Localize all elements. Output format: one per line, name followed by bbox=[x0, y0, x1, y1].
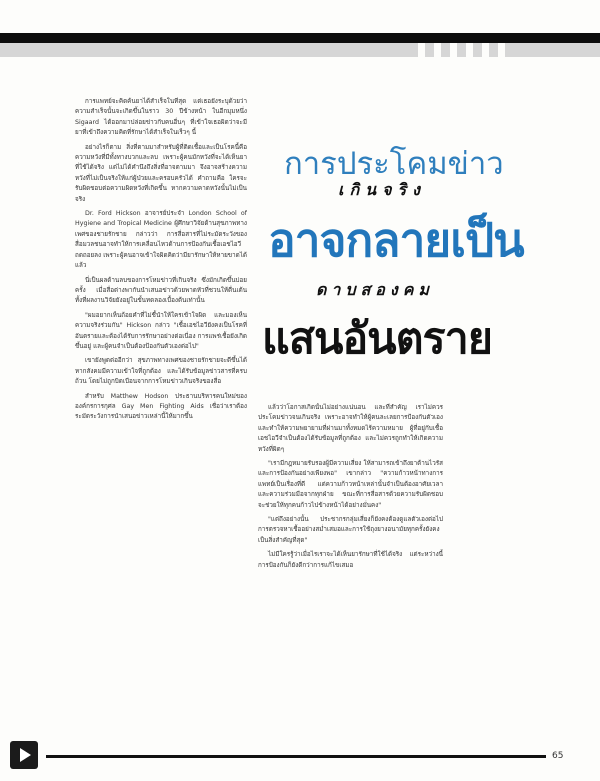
paragraph: "ผมอยากเห็นถ้อยคำที่ไม่ชี้นำให้ใครเข้าใจผิด และมองเห็นความจริงร่วมกัน" Hickson กล่าว "เชื้อเอชไอวียังคงเป็นโรคที่อันตรายและต้องได้รับการรักษาอย่างต่อเนื่อง การแพร่เชื้อยังเกิดขึ้นอยู่ และผู้คนจำเป็นต้องป้องกันตัวเองต่อไป" bbox=[75, 311, 247, 350]
paragraph: สำหรับ Matthew Hodson ประธานบริหารคนใหม่ขององค์กรการกุศล Gay Men Fighting Aids เชื่อว่าเราต้องระมัดระวังการนำเสนอข่าวเหล่านี้ให้มากขึ้น bbox=[75, 392, 247, 421]
header-stripe bbox=[434, 43, 441, 57]
header-stripe bbox=[450, 43, 457, 57]
page-number: 65 bbox=[552, 751, 564, 761]
article-right-column bbox=[258, 403, 443, 725]
headline-line-4: ดาบสองคม bbox=[316, 280, 434, 299]
paragraph: ไม่มีใครรู้ว่าเมื่อไรเราจะได้เห็นยารักษาที่ใช้ได้จริง แต่ระหว่างนี้ การป้องกันก็ยังดีกว่าการแก้ไขเสมอ bbox=[258, 551, 443, 569]
footer-rule bbox=[46, 755, 546, 758]
paragraph: นี่เป็นผลด้านลบของการโหมข่าวที่เกินจริง ซึ่งมักเกิดขึ้นบ่อยครั้ง เมื่อสื่อต่างพากันนำเสนอข่าวด้วยพาดหัวที่ชวนให้ตื่นเต้น ทั้งที่ผลงานวิจัยยังอยู่ในขั้นทดลองเบื้องต้นเท่านั้น bbox=[75, 276, 247, 305]
play-icon[interactable] bbox=[10, 741, 38, 769]
paragraph: การแพทย์จะคิดค้นยาได้สำเร็จในที่สุด แต่เธอยังระบุด้วยว่าความสำเร็จนั้นจะเกิดขึ้นในราว 30 ปีข้างหน้า ในอีกมุมหนึ่ง Sigaard ได้ออกมาปล่อยข่าวกับคนอื่นๆ ที่เข้าใจเธอผิดว่าจะมียาที่เข้าถึงความคิดที่รักษาได้สำเร็จในเร็วๆ นี้ bbox=[75, 98, 247, 137]
headline-line-3: อาจกลายเป็น bbox=[268, 213, 524, 267]
paragraph: อย่างไรก็ตาม สิ่งที่ตามมาสำหรับผู้ที่ติดเชื้อและเป็นโรคนี้คือความหวังที่มีทั้งทางบวกและลบ เพราะผู้คนมักหวังที่จะได้เห็นยาที่ใช้ได้จริง แต่ไม่ได้คำนึงถึงสิ่งที่อาจตามมา จึงอาจสร้างความหวังที่ไม่เป็นจริงให้แก่ผู้ป่วยและครอบครัวได้ คำถามคือ ใครจะรับผิดชอบต่อความผิดหวังที่เกิดขึ้น หากความคาดหวังนั้นไม่เป็นจริง bbox=[75, 143, 247, 203]
header-stripe bbox=[418, 43, 425, 57]
paragraph: แล้วว่าโอกาสเกิดนั้นไม่อย่างแน่นอน และที่สำคัญ เราไม่ควรประโคมข่าวจนเกินจริง เพราะอาจทำให้ผู้คนละเลยการป้องกันตัวเอง และทำให้ความพยายามที่ผ่านมาทั้งหมดไร้ความหมาย ผู้ที่อยู่กับเชื้อเอชไอวีจำเป็นต้องได้รับข้อมูลที่ถูกต้อง และไม่ควรถูกทำให้เกิดความหวังที่ผิดๆ bbox=[258, 404, 443, 453]
header-black-band bbox=[0, 33, 600, 43]
paragraph: Dr. Ford Hickson อาจารย์ประจำ London School of Hygiene and Tropical Medicine ผู้ศึกษาวิจัยด้านสุขภาพทางเพศของชายรักชาย กล่าวว่า การสื่อสารที่ไม่ระมัดระวังของสื่อมวลชนอาจทำให้การเคลื่อนไหวด้านการป้องกันเชื้อเอชไอวีถดถอยลง เพราะผู้คนอาจเข้าใจผิดคิดว่ามียารักษาให้หายขาดได้แล้ว bbox=[75, 210, 247, 270]
headline-line-2: เกินจริง bbox=[338, 180, 426, 199]
paragraph: "แต่ถึงอย่างนั้น ประชากรกลุ่มเสี่ยงก็ยังคงต้องดูแลตัวเองต่อไป การตรวจหาเชื้ออย่างสม่ำเสมอและการใช้ถุงยางอนามัยทุกครั้งยังคงเป็นสิ่งสำคัญที่สุด" bbox=[258, 516, 443, 544]
paragraph: เขายังพูดต่ออีกว่า สุขภาพทางเพศของชายรักชายจะดีขึ้นได้ หากสังคมมีความเข้าใจที่ถูกต้อง และได้รับข้อมูลข่าวสารที่ครบถ้วน โดยไม่ถูกบิดเบือนจากการโหมข่าวเกินจริงของสื่อ bbox=[75, 357, 247, 386]
header-stripe bbox=[466, 43, 473, 57]
header-stripe bbox=[498, 43, 505, 57]
paragraph: "เรามีกฎหมายรับรองผู้มีความเสี่ยง ให้สามารถเข้าถึงยาต้านไวรัส และการป้องกันอย่างเพียงพอ" เขากล่าว "ความก้าวหน้าทางการแพทย์เป็นเรื่องที่ดี แต่ความก้าวหน้าเหล่านั้นจำเป็นต้องอาศัยเวลา และความร่วมมือจากทุกฝ่าย ขณะที่การสื่อสารด้วยความรับผิดชอบจะช่วยให้ทุกคนก้าวไปข้างหน้าได้อย่างมั่นคง" bbox=[258, 460, 443, 509]
article-left-column bbox=[75, 97, 247, 717]
header-stripe bbox=[482, 43, 489, 57]
headline-line-5: แสนอันตราย bbox=[262, 314, 492, 364]
headline-line-1: การประโคมข่าว bbox=[284, 146, 504, 182]
header-gray-band bbox=[0, 43, 600, 57]
